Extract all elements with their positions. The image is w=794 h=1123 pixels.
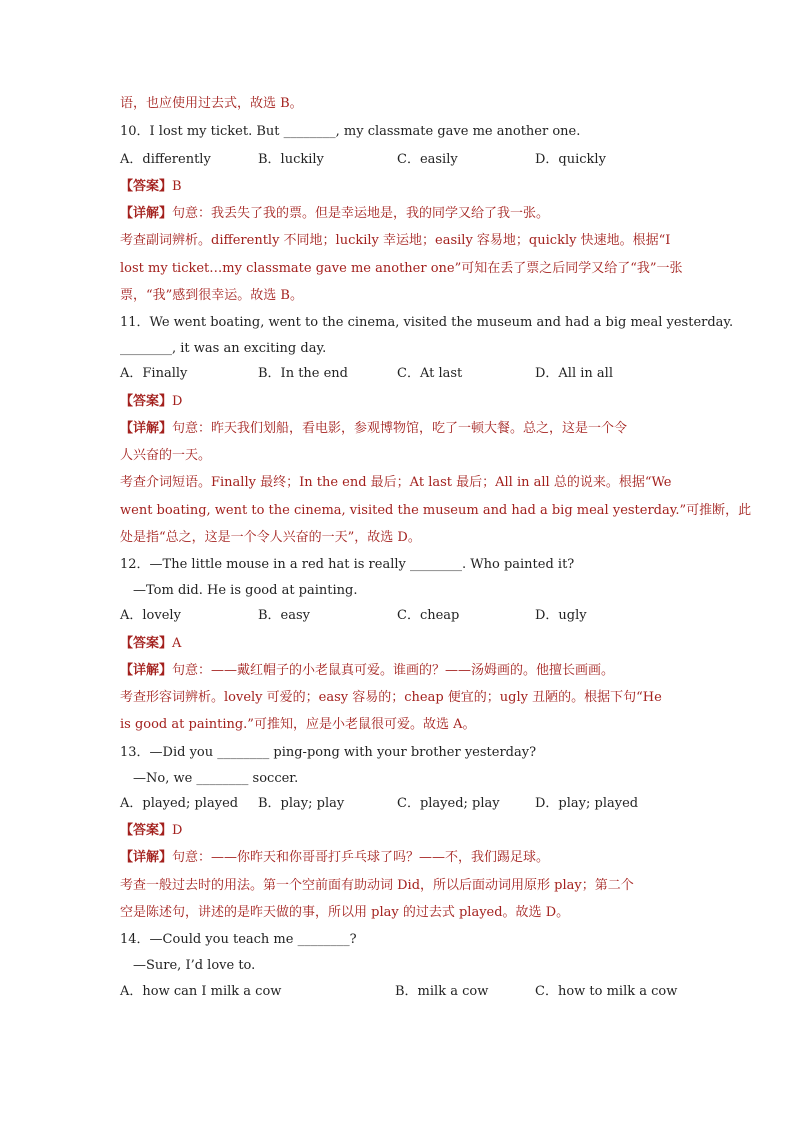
question-13-options (120, 794, 680, 814)
detail-line: 票，“我”感到很幸运。故选 B。 (120, 288, 303, 303)
option-a: A．how can I milk a cow (120, 984, 282, 999)
option-c: C．how to milk a cow (535, 984, 678, 999)
answer-label: 【答案】 (120, 394, 173, 409)
question-11-answer (120, 392, 680, 412)
option-b: B．easy (258, 608, 311, 623)
question-12-detail-intro (120, 661, 680, 681)
answer-value: D (172, 394, 183, 409)
option-b: B．milk a cow (395, 984, 489, 999)
option-b: B．luckily (258, 152, 324, 167)
option-d: D．quickly (535, 152, 606, 167)
question-11-stem: 11．We went boating, went to the cinema, visited the museum and had a big meal yesterday. (120, 315, 734, 330)
detail-label: 【详解】 (120, 850, 173, 865)
detail-line: is good at painting.”可推知，应是小老鼠很可爱。故选 A。 (120, 717, 476, 732)
question-12-answer (120, 634, 680, 654)
question-13-answer (120, 821, 680, 841)
question-11-options (120, 364, 680, 384)
question-12-stem: 12．—The little mouse in a red hat is really ________. Who painted it? (120, 557, 575, 572)
question-12-stem-cont: —Tom did. He is good at painting. (133, 583, 358, 598)
answer-label: 【答案】 (120, 823, 173, 838)
continued-explanation: 语，也应使用过去式，故选 B。 (120, 96, 303, 111)
question-10-options (120, 150, 680, 170)
question-13-stem-cont: —No, we ________ soccer. (133, 771, 299, 786)
detail-line: 空是陈述句，讲述的是昨天做的事，所以用 play 的过去式 played。故选 D。 (120, 905, 570, 920)
detail-text: 句意：昨天我们划船，看电影，参观博物馆，吃了一顿大餐。总之，这是一个令 (172, 421, 628, 436)
answer-value: D (172, 823, 183, 838)
detail-line: lost my ticket…my classmate gave me another one”可知在丢了票之后同学又给了“我”一张 (120, 261, 683, 276)
option-a: A．Finally (120, 366, 188, 381)
question-10-stem: 10．I lost my ticket. But ________, my classmate gave me another one. (120, 124, 581, 139)
question-12-options (120, 606, 680, 626)
answer-value: B (172, 179, 182, 194)
option-c: C．cheap (397, 608, 460, 623)
question-11-detail-intro (120, 419, 680, 439)
option-b: B．In the end (258, 366, 349, 381)
question-13-stem: 13．—Did you ________ ping-pong with your brother yesterday? (120, 745, 537, 760)
question-10-detail-intro (120, 204, 680, 224)
detail-label: 【详解】 (120, 663, 173, 678)
question-11-stem-cont: ________, it was an exciting day. (120, 341, 327, 356)
detail-line: 考查副词辨析。differently 不同地；luckily 幸运地；easily 容易地；quickly 快速地。根据“I (120, 233, 671, 248)
option-a: A．differently (120, 152, 211, 167)
detail-text: 句意：——戴红帽子的小老鼠真可爱。谁画的？——汤姆画的。他擅长画画。 (172, 663, 615, 678)
option-d: D．play; played (535, 796, 639, 811)
answer-label: 【答案】 (120, 636, 173, 651)
question-14-options (120, 982, 680, 1002)
detail-line: went boating, went to the cinema, visited the museum and had a big meal yesterday.”可推断，此 (120, 503, 752, 518)
detail-line: 处是指“总之，这是一个令人兴奋的一天”，故选 D。 (120, 530, 421, 545)
option-d: D．All in all (535, 366, 613, 381)
option-c: C．easily (397, 152, 458, 167)
option-a: A．lovely (120, 608, 181, 623)
detail-label: 【详解】 (120, 206, 173, 221)
option-c: C．played; play (397, 796, 500, 811)
detail-text: 句意：我丢失了我的票。但是幸运地是，我的同学又给了我一张。 (172, 206, 550, 221)
question-10-answer (120, 177, 680, 197)
detail-line: 考查一般过去时的用法。第一个空前面有助动词 Did，所以后面动词用原形 play；第二个 (120, 878, 634, 893)
option-b: B．play; play (258, 796, 345, 811)
question-13-detail-intro (120, 848, 680, 868)
option-d: D．ugly (535, 608, 587, 623)
detail-line: 考查形容词辨析。lovely 可爱的；easy 容易的；cheap 便宜的；ugly 丑陋的。根据下句“He (120, 690, 662, 705)
detail-line: 人兴奋的一天。 (120, 448, 212, 463)
question-14-stem: 14．—Could you teach me ________? (120, 932, 357, 947)
option-c: C．At last (397, 366, 463, 381)
detail-text: 句意：——你昨天和你哥哥打乒乓球了吗？——不，我们踢足球。 (172, 850, 550, 865)
option-a: A．played; played (120, 796, 239, 811)
answer-value: A (172, 636, 182, 651)
detail-line: 考查介词短语。Finally 最终；In the end 最后；At last 最后；All in all 总的说来。根据“We (120, 475, 672, 490)
answer-label: 【答案】 (120, 179, 173, 194)
detail-label: 【详解】 (120, 421, 173, 436)
question-14-stem-cont: —Sure, I’d love to. (133, 958, 256, 973)
